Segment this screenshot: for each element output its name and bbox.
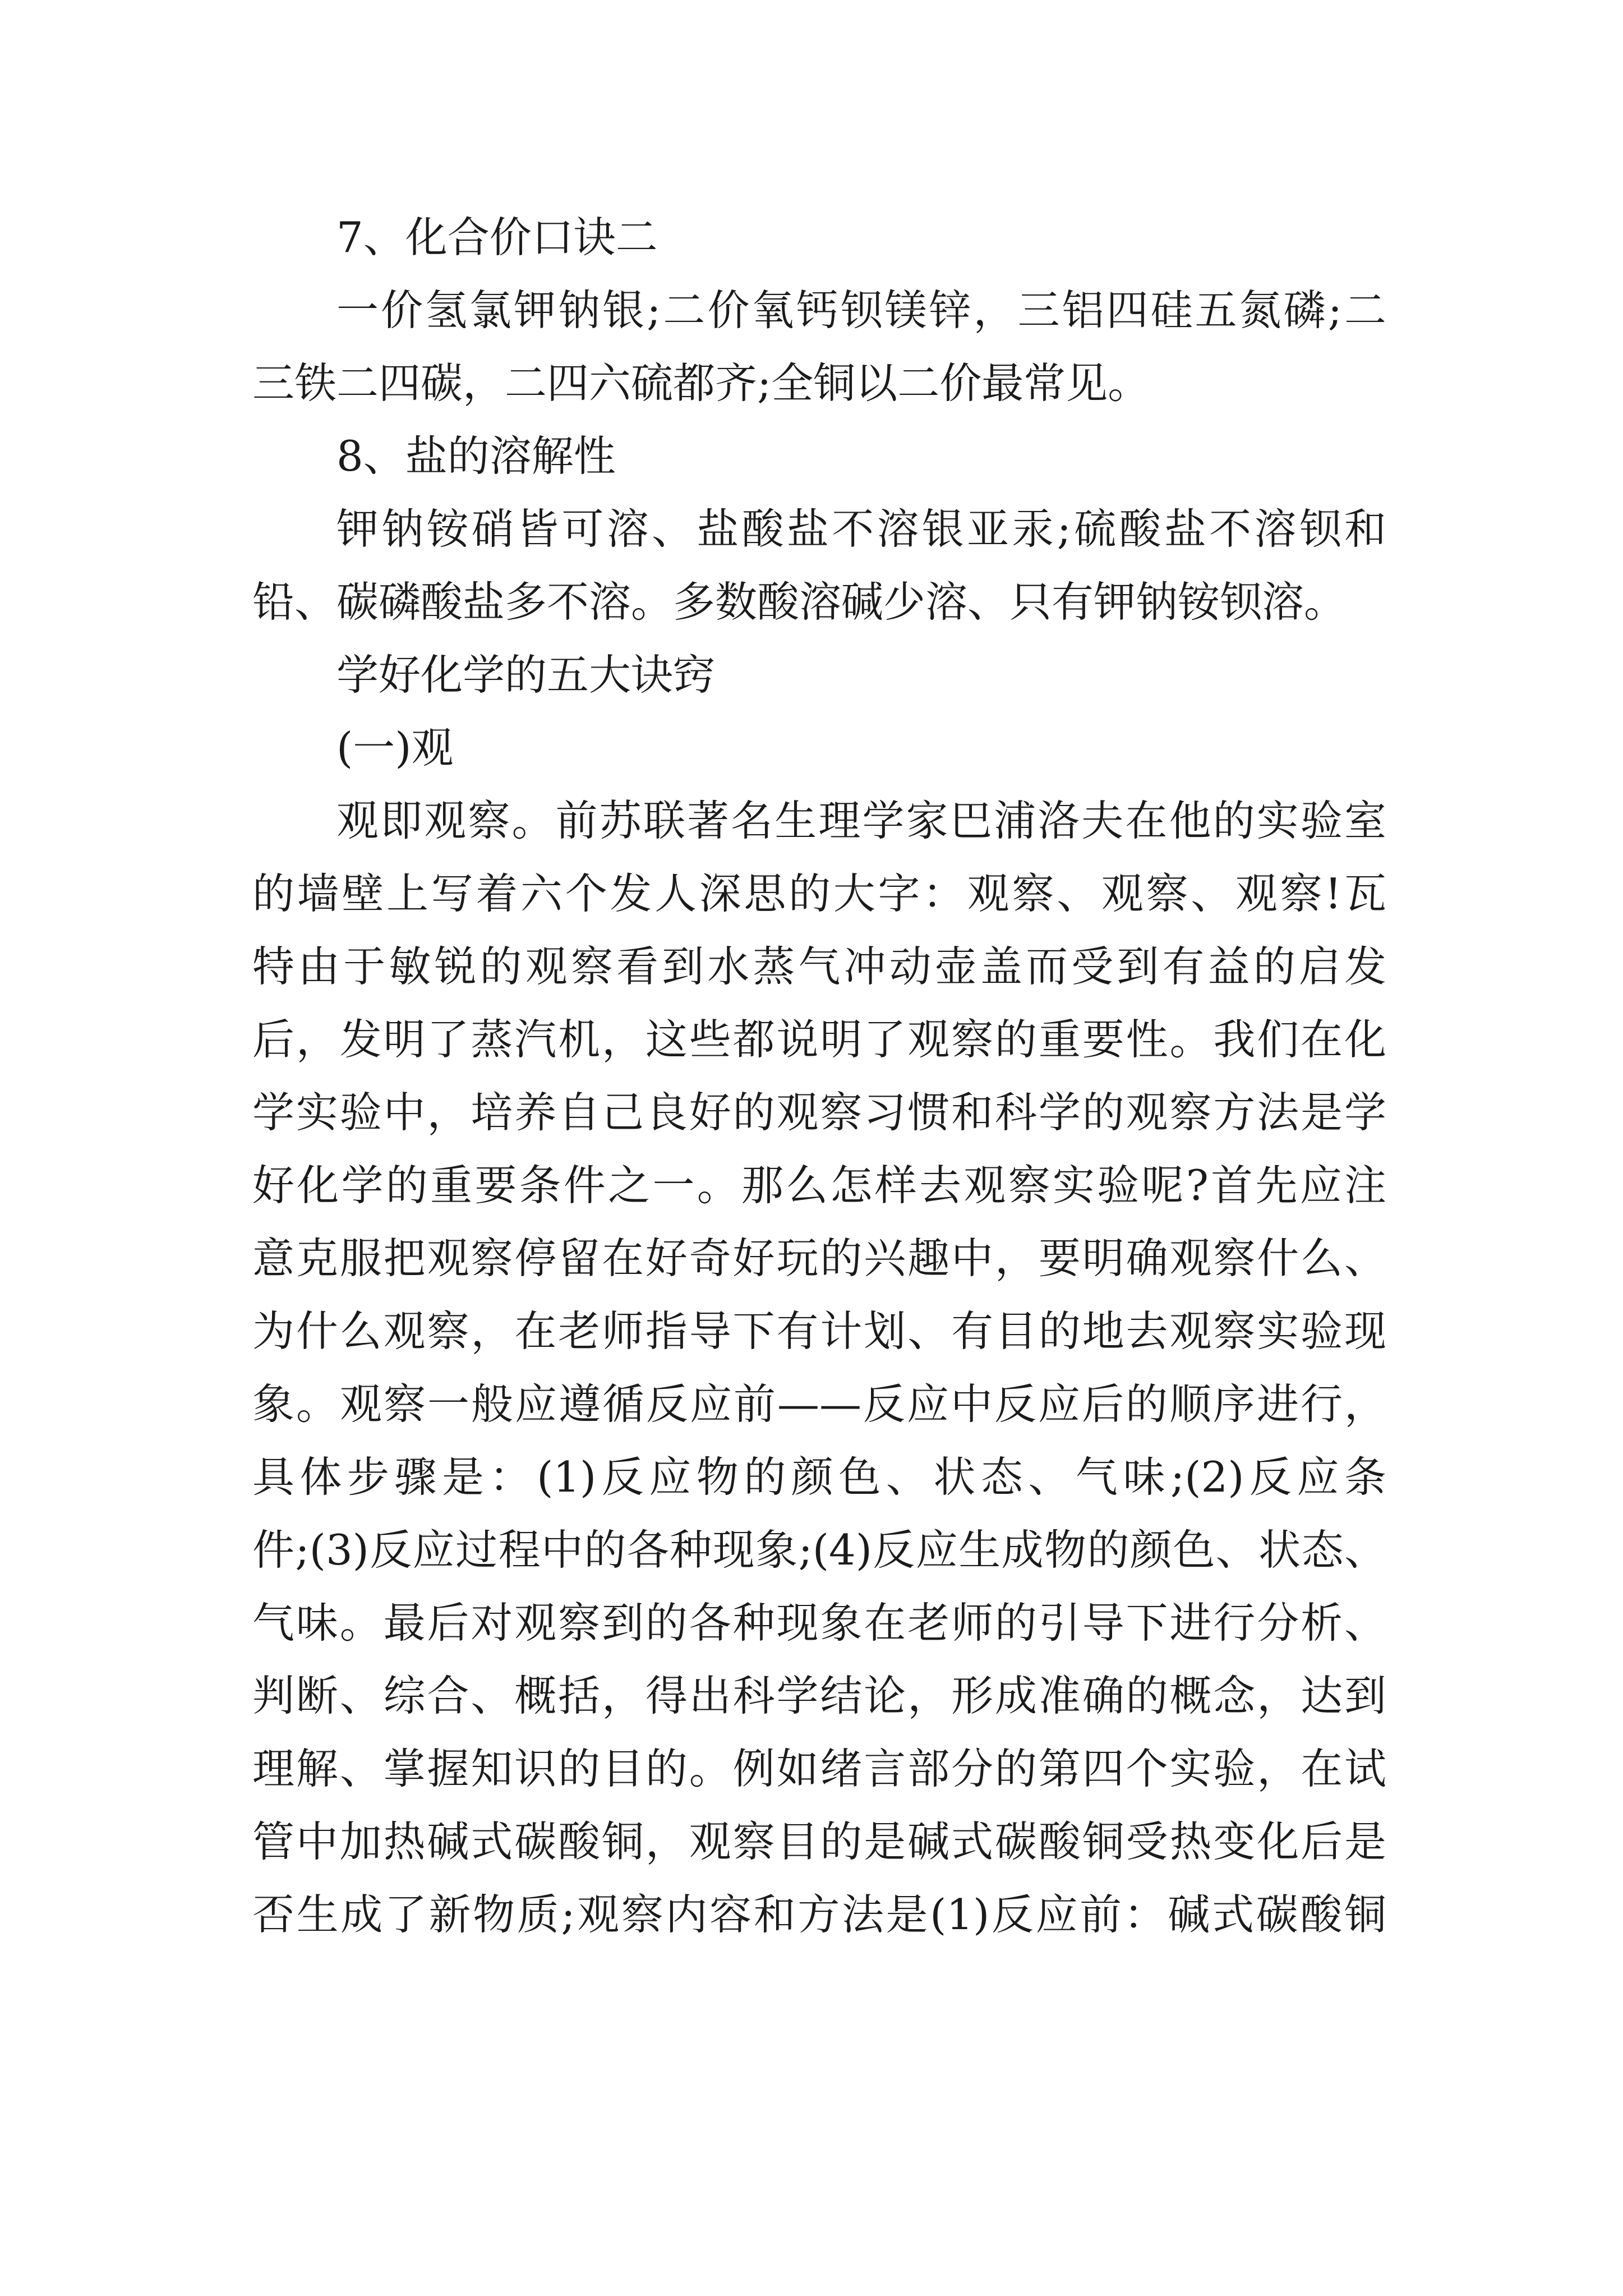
text-line: 7、化合价口诀二 bbox=[336, 213, 658, 262]
text-line: 理解、掌握知识的目的。例如绪言部分的第四个实验，在试 bbox=[252, 1744, 1386, 1793]
text-line: 特由于敏锐的观察看到水蒸气冲动壶盖而受到有益的启发 bbox=[252, 942, 1386, 991]
paragraph-heading-8 bbox=[252, 420, 1386, 493]
text-line: 具体步骤是：(1)反应物的颜色、状态、气味;(2)反应条 bbox=[252, 1452, 1386, 1502]
text-line: 象。观察一般应遵循反应前——反应中反应后的顺序进行， bbox=[252, 1379, 1386, 1429]
text-line: 8、盐的溶解性 bbox=[336, 431, 616, 481]
text-line: 学好化学的五大诀窍 bbox=[336, 650, 716, 700]
text-line: 三铁二四碳，二四六硫都齐;全铜以二价最常见。 bbox=[252, 358, 1150, 408]
text-line: 的墙壁上写着六个发人深思的大字：观察、观察、观察!瓦 bbox=[252, 869, 1386, 918]
text-line: 判断、综合、概括，得出科学结论，形成准确的概念，达到 bbox=[252, 1671, 1386, 1720]
text-line: (一)观 bbox=[336, 723, 454, 772]
text-line: 否生成了新物质;观察内容和方法是(1)反应前：碱式碳酸铜 bbox=[252, 1890, 1386, 1939]
paragraph-valence-rhyme bbox=[252, 274, 1386, 420]
paragraph-solubility-rhyme bbox=[252, 493, 1386, 638]
text-line: 为什么观察，在老师指导下有计划、有目的地去观察实验现 bbox=[252, 1306, 1386, 1356]
text-line: 气味。最后对观察到的各种现象在老师的引导下进行分析、 bbox=[252, 1598, 1386, 1648]
text-line: 观即观察。前苏联著名生理学家巴浦洛夫在他的实验室 bbox=[336, 796, 1386, 845]
text-line: 件;(3)反应过程中的各种现象;(4)反应生成物的颜色、状态、 bbox=[252, 1525, 1386, 1575]
paragraph-section-title bbox=[252, 638, 1386, 711]
text-line: 意克服把观察停留在好奇好玩的兴趣中，要明确观察什么、 bbox=[252, 1234, 1386, 1283]
text-line: 一价氢氯钾钠银;二价氧钙钡镁锌，三铝四硅五氮磷;二 bbox=[336, 286, 1386, 335]
paragraph-heading-7 bbox=[252, 201, 1386, 274]
text-line: 管中加热碱式碳酸铜，观察目的是碱式碳酸铜受热变化后是 bbox=[252, 1817, 1386, 1866]
text-line: 钾钠铵硝皆可溶、盐酸盐不溶银亚汞;硫酸盐不溶钡和 bbox=[336, 504, 1386, 554]
text-line: 好化学的重要条件之一。那么怎样去观察实验呢?首先应注 bbox=[252, 1161, 1386, 1210]
text-line: 后，发明了蒸汽机，这些都说明了观察的重要性。我们在化 bbox=[252, 1015, 1386, 1064]
paragraph-subsection-1 bbox=[252, 711, 1386, 784]
text-line: 铅、碳磷酸盐多不溶。多数酸溶碱少溶、只有钾钠铵钡溶。 bbox=[252, 577, 1347, 627]
paragraph-observation-body bbox=[252, 784, 1386, 1951]
document-body bbox=[252, 201, 1386, 1951]
text-line: 学实验中，培养自己良好的观察习惯和科学的观察方法是学 bbox=[252, 1088, 1386, 1137]
